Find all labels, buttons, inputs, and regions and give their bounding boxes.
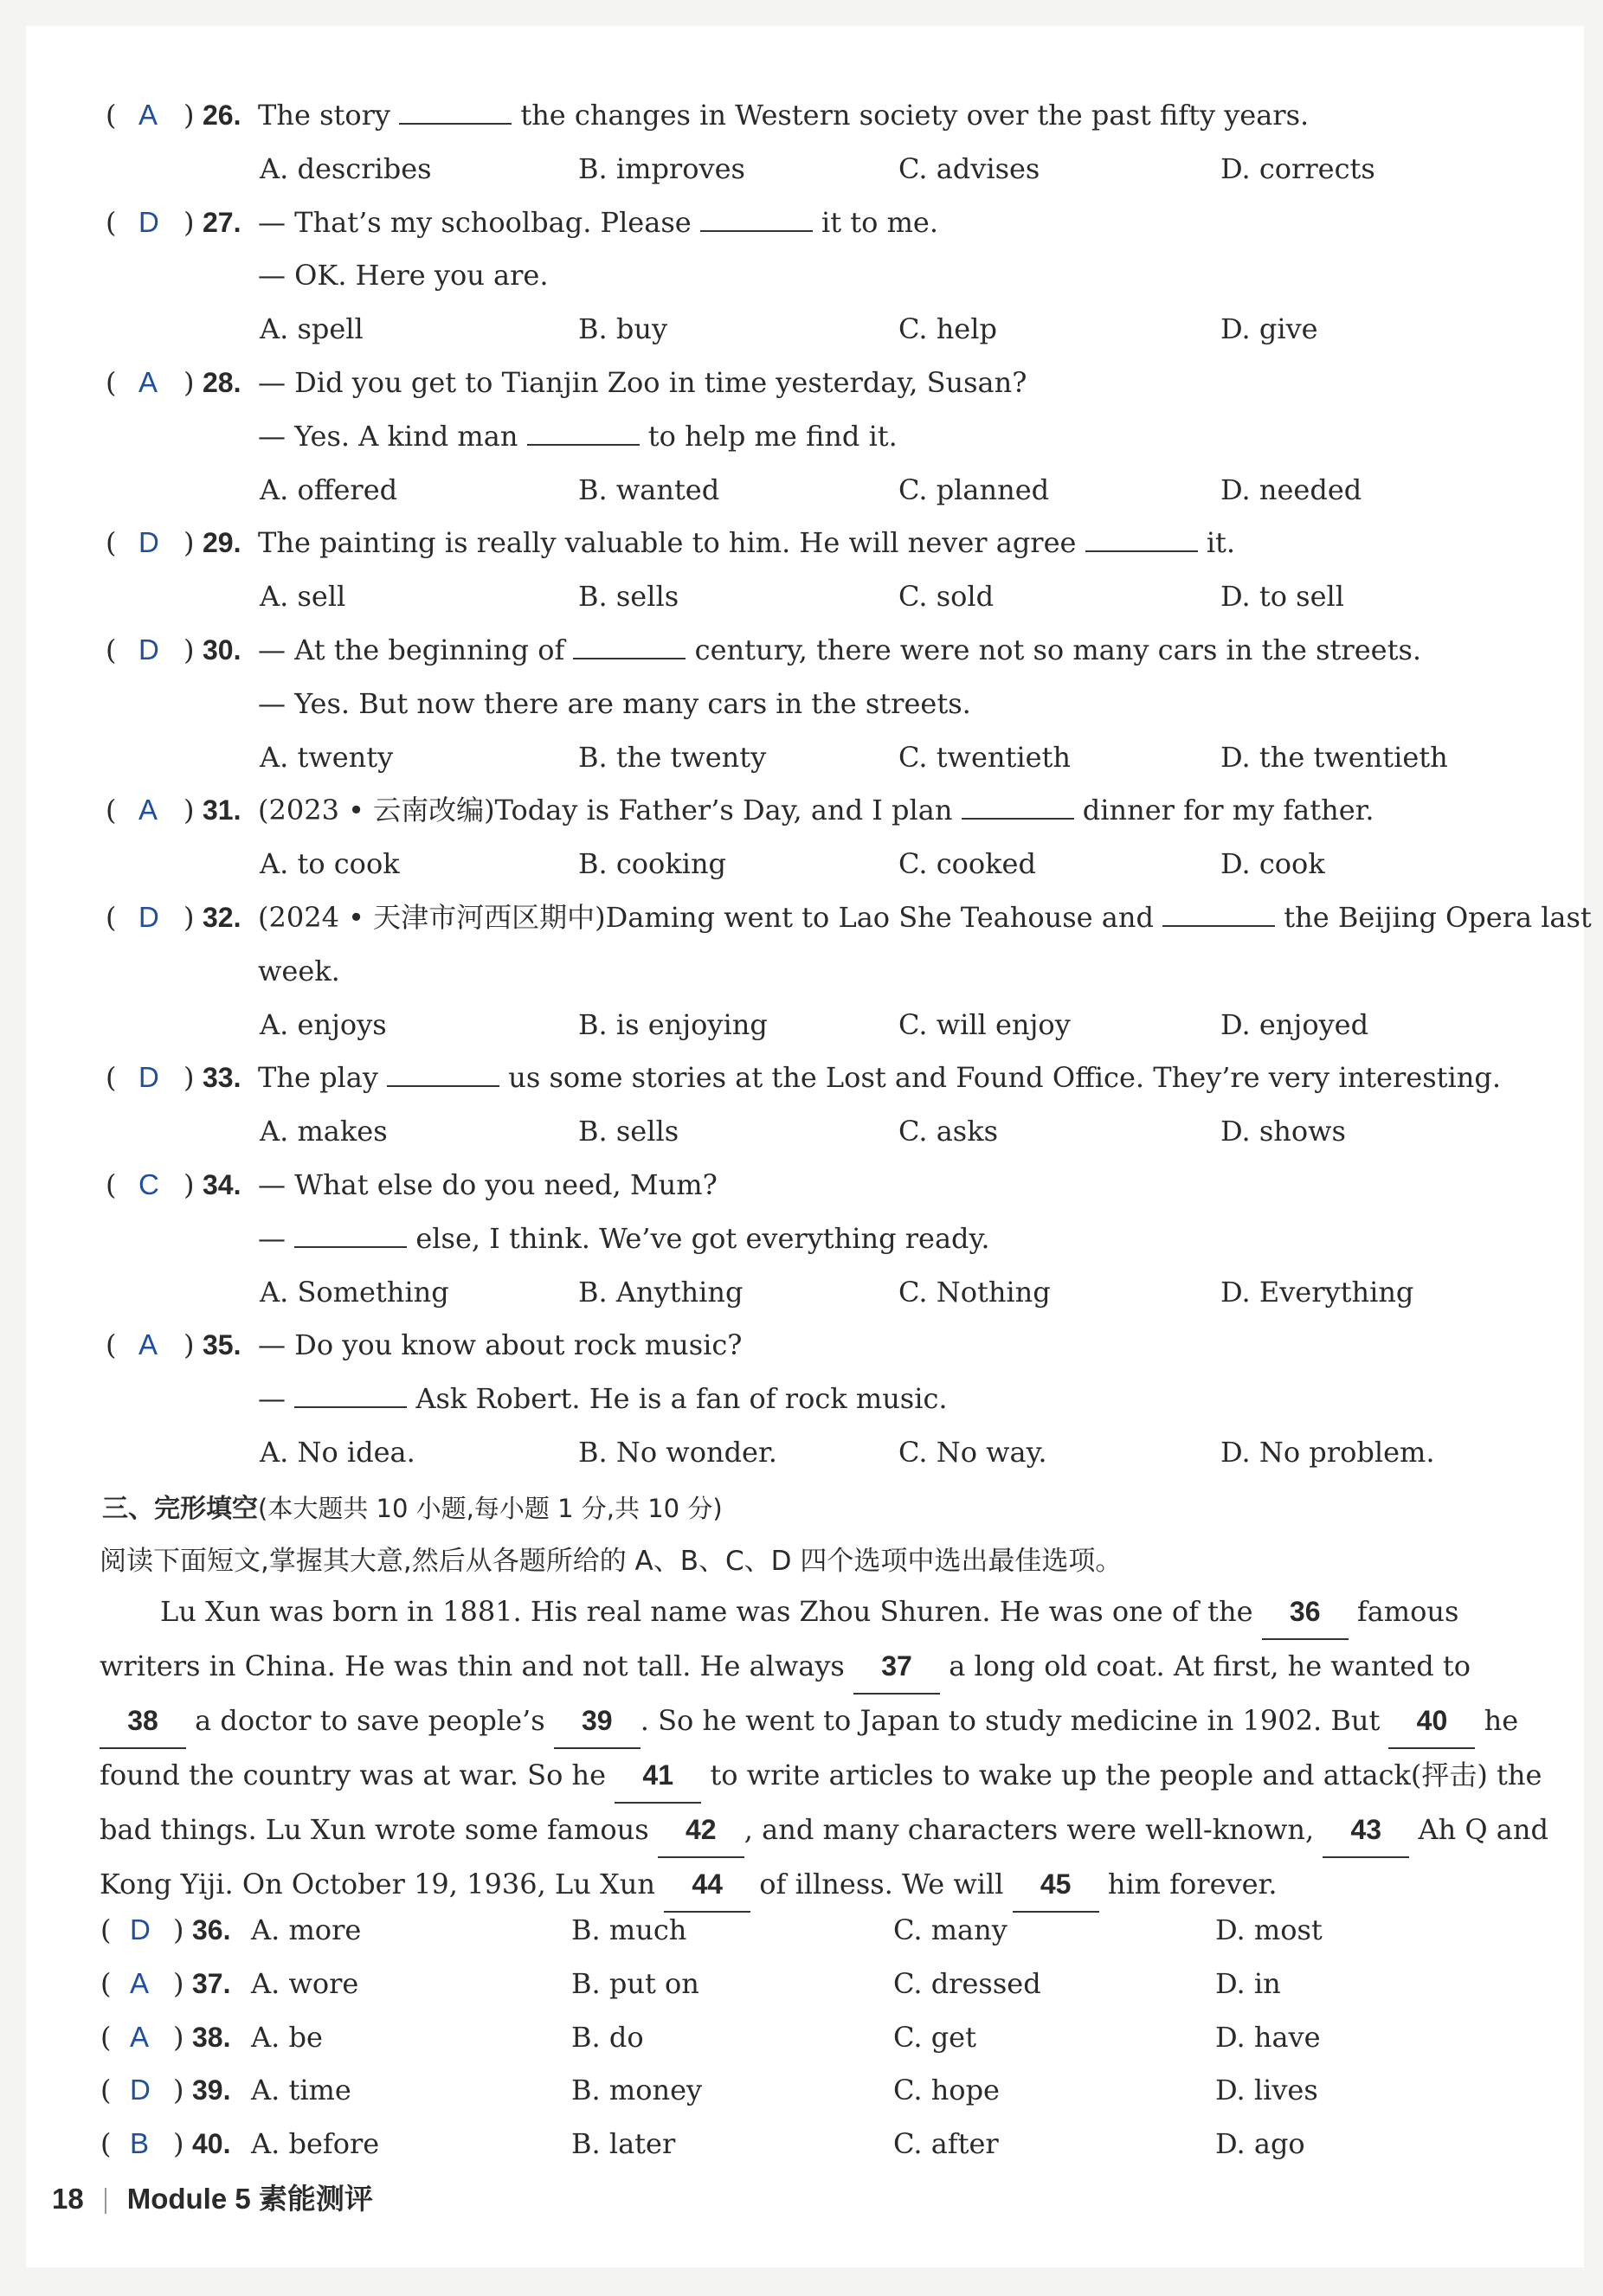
question-text: The play us some stories at the Lost and Found Office. They’re very interesting. [258,1056,1501,1099]
answer-blank [387,1056,499,1087]
option-d: D. No problem. [1220,1436,1435,1469]
option-b: B. put on [571,1966,699,2000]
page-number: 18 [52,2183,84,2215]
answer-paren-open: ( [100,2074,112,2107]
option-b: B. improves [578,151,745,185]
option-c: C. sold [898,580,995,614]
question-number: 38. [192,2021,231,2053]
answer-letter: D [130,1913,151,1945]
question-line [0,896,1603,939]
cloze-blank-41: 41 [615,1749,701,1804]
option-a: A. to cook [260,847,400,881]
option-d: D. to sell [1220,580,1344,614]
answer-letter: C [138,1168,159,1200]
question-line [0,521,1603,564]
question-line [0,361,1603,404]
answer-paren-close: ) [183,794,195,827]
question-number: 28. [203,367,241,398]
options-row [0,575,1603,618]
option-c: C. help [898,312,997,346]
answer-letter: B [130,2127,150,2160]
question-text: (2024 • 天津市河西区期中)Daming went to Lao She Teahouse and the Beijing Opera last [258,896,1592,939]
option-c: C. many [893,1913,1008,1946]
answer-paren-close: ) [173,2127,184,2161]
answer-letter: D [138,633,159,666]
question-line [0,1217,1603,1260]
answer-paren-close: ) [183,1061,195,1095]
answer-blank [573,628,686,659]
option-b: B. do [571,2020,644,2054]
options-row [0,1431,1603,1474]
cloze-blank-38: 38 [100,1695,186,1749]
section-heading: 三、完形填空(本大题共 10 小题,每小题 1 分,共 10 分) [102,1494,723,1524]
answer-letter: A [138,99,158,131]
question-line [0,93,1603,137]
option-c: C. twentieth [898,740,1071,774]
cloze-question-row [0,2016,1603,2059]
cloze-question-row [0,2068,1603,2112]
question-line [0,628,1603,672]
cloze-blank-43: 43 [1323,1804,1409,1858]
question-number: 40. [192,2128,231,2160]
option-b: B. money [571,2074,703,2107]
answer-paren-open: ( [106,1061,117,1095]
question-number: 30. [203,634,241,666]
option-a: A. be [251,2020,323,2054]
option-c: C. asks [898,1115,998,1148]
option-a: A. Something [260,1275,449,1309]
options-row [0,147,1603,190]
options-row [0,842,1603,885]
answer-paren-close: ) [183,526,195,560]
option-b: B. the twenty [578,740,767,774]
option-b: B. No wonder. [578,1436,777,1469]
option-c: C. dressed [893,1966,1041,2000]
answer-paren-close: ) [183,1168,195,1201]
question-text: — Yes. A kind man to help me find it. [258,415,898,458]
option-d: D. cook [1220,847,1325,881]
question-line [0,1056,1603,1099]
answer-paren-open: ( [100,1966,112,2000]
answer-paren-close: ) [183,366,195,399]
cloze-passage: Lu Xun was born in 1881. His real name was Zhou Shuren. He was one of the 36 famous writers in China. He was thin and not tall. He always 37 a long old coat. At first, he wanted to 38 a doctor to save people’s 39 . So he went to Japan to study medicine in 1902. But 40 he found the country was at war. So he 41 to write articles to wake up the people and attack(抨击) the bad things. Lu Xun wrote some famous 42 , and many characters were well-known, 43 Ah Q and Kong Yiji. On October 19, 1936, Lu Xun 44 of illness. We will 45 him forever. [100,1585,1554,1913]
answer-blank [1085,521,1198,552]
answer-letter: A [138,794,158,826]
option-d: D. needed [1220,473,1362,506]
question-line [0,201,1603,244]
answer-letter: A [130,2020,150,2053]
cloze-question-row [0,1908,1603,1952]
answer-paren-open: ( [106,633,117,666]
option-a: A. more [251,1913,362,1946]
question-text: — OK. Here you are. [258,259,549,293]
answer-blank [399,93,512,125]
options-row [0,736,1603,779]
answer-paren-open: ( [106,205,117,239]
option-b: B. sells [578,1115,679,1148]
answer-paren-close: ) [173,2020,184,2054]
question-number: 26. [203,100,241,131]
question-number: 35. [203,1329,241,1361]
option-c: C. planned [898,473,1050,506]
answer-paren-open: ( [106,99,117,132]
answer-paren-open: ( [106,366,117,399]
question-text: — Ask Robert. He is a fan of rock music. [258,1377,948,1420]
option-d: D. enjoyed [1220,1007,1369,1041]
cloze-question-row [0,2122,1603,2165]
options-row [0,468,1603,511]
question-text: — At the beginning of century, there were not so many cars in the streets. [258,628,1421,672]
option-d: D. in [1215,1966,1281,2000]
option-c: C. No way. [898,1436,1047,1469]
answer-paren-close: ) [173,1966,184,2000]
question-text: The painting is really valuable to him. He will never agree it. [258,521,1235,564]
answer-letter: D [138,901,159,933]
answer-paren-close: ) [183,633,195,666]
question-text: (2023 • 云南改编)Today is Father’s Day, and I plan dinner for my father. [258,788,1374,832]
option-a: A. before [251,2127,380,2161]
question-number: 31. [203,794,241,826]
option-a: A. time [251,2074,351,2107]
question-number: 27. [203,206,241,238]
option-a: A. enjoys [260,1007,387,1041]
section-instruction: 阅读下面短文,掌握其大意,然后从各题所给的 A、B、C、D 四个选项中选出最佳选项。 [100,1546,1123,1577]
option-a: A. spell [260,312,364,346]
question-text: — Did you get to Tianjin Zoo in time yesterday, Susan? [258,366,1027,399]
answer-paren-open: ( [100,2020,112,2054]
cloze-blank-39: 39 [554,1695,641,1749]
option-d: D. Everything [1220,1275,1414,1309]
option-c: C. get [893,2020,976,2054]
option-a: A. sell [260,580,346,614]
option-d: D. most [1215,1913,1323,1946]
question-text: The story the changes in Western society over the past fifty years. [258,93,1309,137]
option-b: B. much [571,1913,687,1946]
question-text: — Yes. But now there are many cars in the streets. [258,686,971,720]
cloze-blank-36: 36 [1262,1585,1349,1640]
cloze-blank-42: 42 [658,1804,744,1858]
option-d: D. give [1220,312,1318,346]
footer-title: Module 5 素能测评 [126,2183,373,2215]
option-c: C. will enjoy [898,1007,1071,1041]
question-text: — else, I think. We’ve got everything ready. [258,1217,990,1260]
answer-letter: D [138,1061,159,1094]
answer-blank [527,415,640,446]
question-number: 36. [192,1914,231,1945]
option-a: A. offered [260,473,398,506]
option-c: C. advises [898,151,1040,185]
question-number: 34. [203,1169,241,1200]
answer-blank [294,1377,407,1408]
option-c: C. cooked [898,847,1036,881]
answer-paren-open: ( [106,526,117,560]
option-c: C. after [893,2127,999,2161]
cloze-blank-37: 37 [853,1640,940,1695]
answer-paren-open: ( [106,1168,117,1201]
answer-letter: A [138,366,158,398]
question-number: 39. [192,2074,231,2106]
question-line [0,788,1603,832]
answer-blank [294,1217,407,1248]
option-a: A. wore [251,1966,359,2000]
options-row [0,1270,1603,1314]
answer-paren-open: ( [100,2127,112,2161]
option-c: C. Nothing [898,1275,1051,1309]
option-b: B. Anything [578,1275,744,1309]
option-d: D. shows [1220,1115,1346,1148]
option-a: A. No idea. [260,1436,415,1469]
option-b: B. cooking [578,847,727,881]
question-line [0,949,1603,993]
answer-blank [700,201,813,232]
question-number: 37. [192,1967,231,1999]
answer-letter: D [130,2074,151,2106]
option-b: B. is enjoying [578,1007,768,1041]
answer-paren-open: ( [100,1913,112,1946]
question-line [0,682,1603,725]
question-line [0,1163,1603,1206]
answer-blank [1162,896,1275,927]
option-a: A. describes [260,151,432,185]
question-number: 29. [203,527,241,559]
answer-letter: A [138,1328,158,1361]
option-a: A. twenty [260,740,394,774]
cloze-question-row [0,1962,1603,2005]
page-footer [52,2177,373,2217]
option-d: D. lives [1215,2074,1318,2107]
question-line [0,1323,1603,1367]
question-line [0,254,1603,297]
option-d: D. corrects [1220,151,1375,185]
option-b: B. later [571,2127,676,2161]
option-d: D. ago [1215,2127,1305,2161]
option-a: A. makes [260,1115,388,1148]
answer-paren-open: ( [106,901,117,934]
answer-paren-open: ( [106,794,117,827]
question-text: — What else do you need, Mum? [258,1168,718,1201]
question-text: — That’s my schoolbag. Please it to me. [258,201,938,244]
option-d: D. the twentieth [1220,740,1448,774]
option-b: B. buy [578,312,668,346]
option-b: B. sells [578,580,679,614]
answer-paren-open: ( [106,1328,117,1362]
answer-letter: D [138,205,159,238]
answer-letter: A [130,1966,150,1999]
answer-paren-close: ) [183,901,195,934]
answer-blank [962,788,1074,820]
question-line [0,415,1603,458]
answer-paren-close: ) [173,1913,184,1946]
answer-letter: D [138,526,159,559]
cloze-blank-44: 44 [664,1858,750,1913]
options-row [0,307,1603,351]
question-number: 33. [203,1062,241,1094]
answer-paren-close: ) [183,205,195,239]
question-line [0,1377,1603,1420]
answer-paren-close: ) [173,2074,184,2107]
option-b: B. wanted [578,473,720,506]
options-row [0,1003,1603,1046]
question-text: week. [258,954,340,987]
question-text: — Do you know about rock music? [258,1328,743,1362]
options-row [0,1109,1603,1153]
answer-paren-close: ) [183,99,195,132]
option-c: C. hope [893,2074,1000,2107]
option-d: D. have [1215,2020,1321,2054]
cloze-blank-45: 45 [1013,1858,1099,1913]
cloze-blank-40: 40 [1388,1695,1475,1749]
answer-paren-close: ) [183,1328,195,1362]
question-number: 32. [203,902,241,933]
